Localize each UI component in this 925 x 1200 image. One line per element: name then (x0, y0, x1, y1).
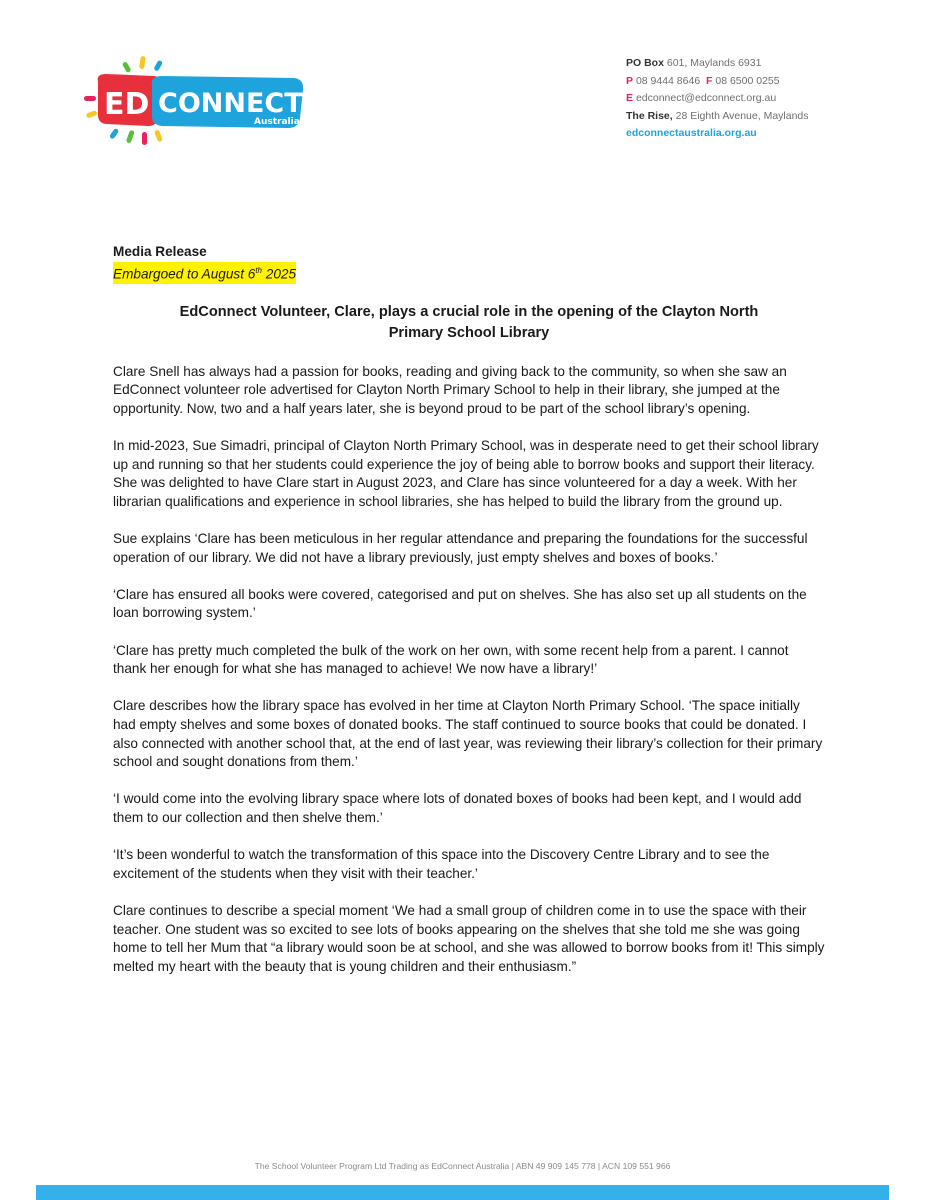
paragraph: Clare continues to describe a special moment ‘We had a small group of children come in to use the space with their teacher. One student was so excited to see lots of books appearing on the shelves that she told me she was going home to tell her Mum that “a library would soon be at school, and she was allowed to borrow books from it! This simply melted my heart with the beauty that is young children and their enthusiasm.” (113, 902, 825, 974)
paragraph: In mid-2023, Sue Simadri, principal of Clayton North Primary School, was in desperate need to get their school library up and running so that her students could experience the joy of being able to borrow books and support their literacy. She was delighted to have Clare start in August 2023, and Clare has since volunteered for a day a week. With her librarian qualifications and experience in school libraries, she has helped to build the library from the ground up. (113, 438, 819, 509)
logo-australia-text: Australia (254, 117, 300, 127)
footer-bar (36, 1185, 889, 1200)
contact-email-link[interactable]: edconnect@edconnect.org.au (635, 92, 777, 104)
contact-phone: 08 9444 8646 (635, 74, 701, 87)
paragraph: ‘Clare has pretty much completed the bulk of the work on her own, with some recent help from a parent. I cannot thank her enough for what she has managed to achieve! We now have a library!’ (113, 642, 789, 677)
media-release-body (113, 243, 825, 995)
paragraph: Clare Snell has always had a passion for books, reading and giving back to the community, so when she saw an EdConnect volunteer role advertised for Clayton North Primary School to help in their library, she jumped at the opportunity. Now, two and a half years later, she is beyond proud to be part of the school library’s opening. (113, 363, 787, 416)
contact-fax: 08 6500 0255 (715, 74, 780, 87)
paragraph: Sue explains ‘Clare has been meticulous in her regular attendance and preparing the foundations for the successful operation of our library. We did not have a library previously, just empty shelves and boxes of books.’ (113, 531, 808, 565)
page-title: EdConnect Volunteer, Clare, plays a crucial role in the opening of the Clayton North Primary School Library (179, 303, 759, 341)
paragraph: Clare describes how the library space has evolved in her time at Clayton North Primary School. ‘The space initially had empty shelves and some boxes of donated books. The staff continued to source books that could be donated. I also connected with another school that, at the end of last year, was reviewing their library’s collection for their primary school and sought donations from them.’ (113, 698, 823, 770)
contact-block (626, 55, 809, 143)
website-link[interactable]: edconnectaustralia.org.au (626, 127, 757, 139)
contact-website (626, 125, 809, 143)
logo-ed-text: ED (104, 87, 150, 122)
contact-po-box: PO Box 601, Maylands 6931 (626, 57, 762, 69)
embargo-notice: Embargoed to August 6th 2025 (113, 262, 296, 284)
contact-email: E edconnect@edconnect.org.au (626, 92, 777, 104)
logo-connect-text: CONNECT (158, 88, 303, 119)
paragraph: ‘It’s been wonderful to watch the transformation of this space into the Discovery Centre Library and to see the excitement of the students when they visit with their teacher.’ (113, 847, 770, 881)
footer-company-info: The School Volunteer Program Ltd Trading as EdConnect Australia | ABN 49 909 145 778 | ACN 109 551 966 (254, 1161, 671, 1171)
paragraph: ‘I would come into the evolving library space where lots of donated boxes of books had been kept, and I would add them to our collection and then shelve them.’ (113, 791, 802, 825)
contact-address: The Rise, 28 Eighth Avenue, Maylands (626, 109, 809, 122)
release-label: Media Release (113, 244, 207, 259)
paragraph: ‘Clare has ensured all books were covered, categorised and put on shelves. She has also set up all students on the loan borrowing system.’ (113, 586, 807, 621)
contact-phone-fax: P 08 9444 8646 F 08 6500 0255 (626, 74, 780, 87)
edconnect-logo (82, 52, 308, 148)
